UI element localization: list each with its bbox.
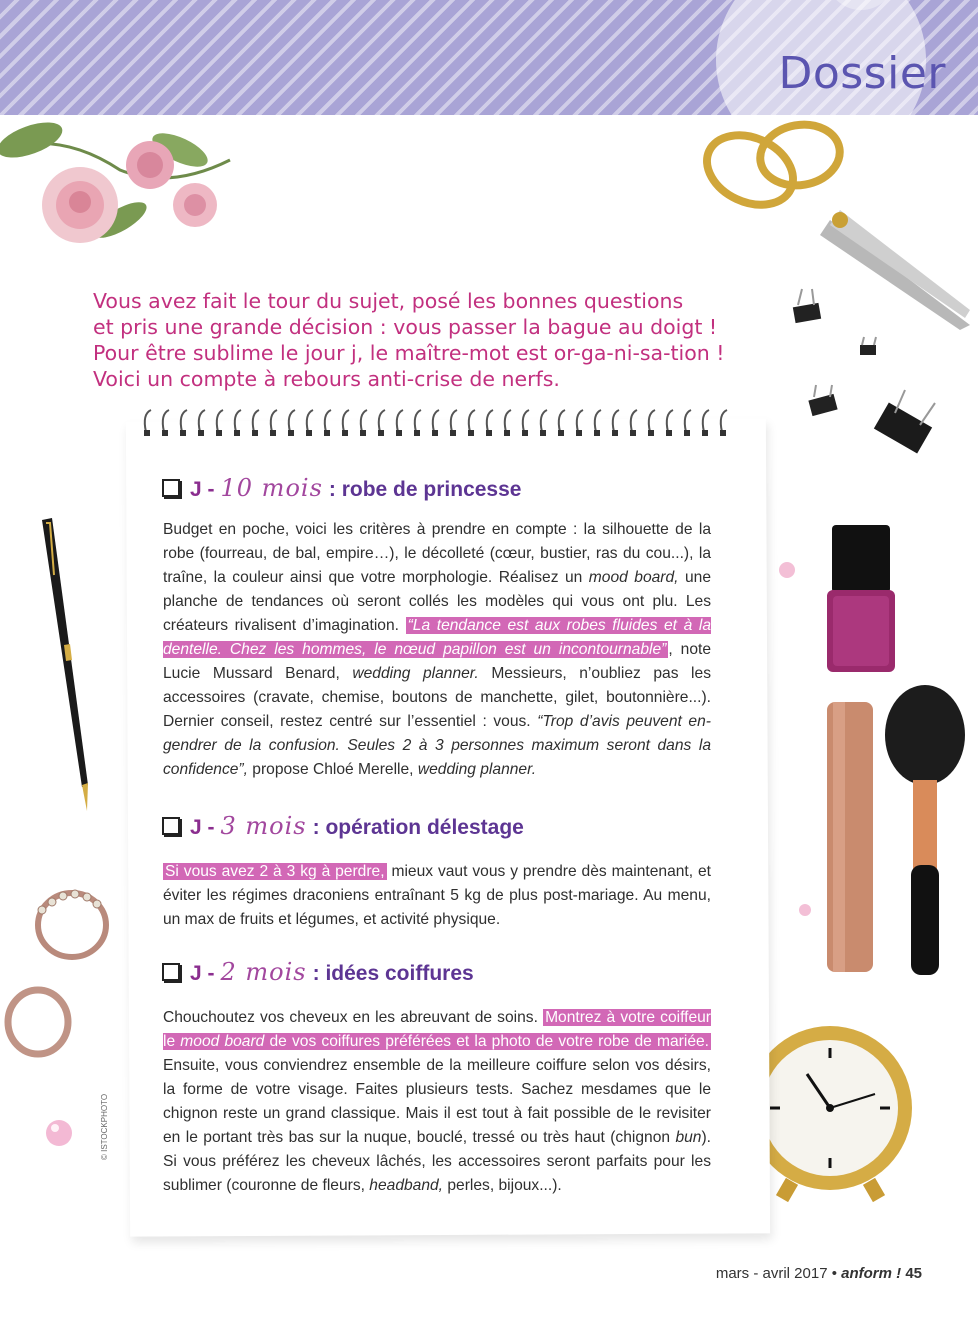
checkbox-icon — [162, 817, 180, 835]
spiral-hole — [378, 430, 384, 436]
spiral-ring — [433, 410, 439, 432]
spiral-hole — [630, 430, 636, 436]
spiral-ring — [145, 410, 151, 432]
spiral-hole — [306, 430, 312, 436]
intro-line: et pris une grande décision : vous passer la bague au doigt ! — [93, 315, 718, 339]
section-title-2-mois: J - 2 mois : idées coiffures — [162, 958, 474, 986]
issue-date: mars - avril 2017 • — [715, 1265, 837, 1282]
section-title-10-mois: J - 10 mois : robe de princesse — [162, 474, 521, 502]
spiral-hole — [270, 430, 276, 436]
spiral-ring — [163, 410, 169, 432]
highlighted-quote: “La tendance est aux robes fluides et à la dentelle. Chez les hommes, le nœud papillon est un incontournable” — [163, 617, 712, 658]
spiral-ring — [181, 410, 187, 432]
highlighted-text: Si vous avez 2 à 3 kg à perdre, — [165, 863, 385, 880]
spiral-ring — [487, 410, 493, 432]
spiral-hole — [162, 430, 168, 436]
spiral-hole — [468, 430, 474, 436]
notebook-spiral — [140, 402, 740, 442]
spiral-ring — [595, 410, 601, 432]
spiral-hole — [234, 430, 240, 436]
section-body-2-mois: Chouchoutez vos cheveux en les abreuvant de soins. Montrez à votre coiffeur le mood board de vos coiffures préférées et la photo de votre robe de mariée. Ensuite, vous conviendrez ensemble de la meilleure coiffure selon vos désirs, la forme de votre visage. Faites plusieurs tests. Sachez mesdames que le chignon reste un grand classique. Mais il est tout à fait possible de le revisiter en le portant très bas sur la nuque, bouclé, tressé ou très haut (chignon bun). Si vous préférez les cheveux lâchés, les accessoires seront parfaits pour les sublimer (couronne de fleurs, headband, perles, bijoux...). — [163, 1009, 711, 1194]
spiral-hole — [144, 430, 150, 436]
spiral-hole — [594, 430, 600, 436]
spiral-ring — [415, 410, 421, 432]
spiral-hole — [432, 430, 438, 436]
section-body-3-mois: Si vous avez 2 à 3 kg à perdre, mieux vaut vous y prendre dès maintenant, et éviter les régimes draconiens entraînant 5 kg de plus post-mariage. Au menu, un max de fruits et légumes, et activité physique. — [163, 863, 711, 928]
spiral-ring — [685, 410, 691, 432]
checkbox-icon — [162, 963, 180, 981]
binder-clips — [780, 285, 978, 465]
spiral-hole — [396, 430, 402, 436]
spiral-ring — [451, 410, 457, 432]
spiral-ring — [379, 410, 385, 432]
spiral-ring — [325, 410, 331, 432]
spiral-hole — [450, 430, 456, 436]
spiral-hole — [558, 430, 564, 436]
spiral-ring — [631, 410, 637, 432]
spiral-hole — [684, 430, 690, 436]
spiral-ring — [397, 410, 403, 432]
spiral-hole — [252, 430, 258, 436]
spiral-hole — [702, 430, 708, 436]
spiral-hole — [720, 430, 726, 436]
spiral-ring — [199, 410, 205, 432]
intro-line: Voici un compte à rebours anti-crise de nerfs. — [93, 367, 560, 391]
highlighted-text: Montrez à votre coiffeur le mood board de vos coiffures préférées et la photo de votre robe de mariée. — [163, 1009, 711, 1050]
intro-paragraph — [93, 288, 783, 392]
pearl-bead — [44, 1118, 74, 1148]
spiral-hole — [522, 430, 528, 436]
spiral-ring — [505, 410, 511, 432]
spiral-ring — [253, 410, 259, 432]
spiral-hole — [180, 430, 186, 436]
spiral-hole — [198, 430, 204, 436]
spiral-hole — [342, 430, 348, 436]
spiral-ring — [523, 410, 529, 432]
section-title-3-mois: J - 3 mois : opération délestage — [162, 812, 524, 840]
checkbox-icon — [162, 479, 180, 497]
spiral-ring — [361, 410, 367, 432]
spiral-ring — [721, 410, 727, 432]
page-number: 45 — [905, 1265, 922, 1282]
spiral-ring — [577, 410, 583, 432]
spiral-ring — [271, 410, 277, 432]
intro-line: Vous avez fait le tour du sujet, posé les bonnes questions — [93, 289, 684, 313]
spiral-ring — [469, 410, 475, 432]
spiral-hole — [504, 430, 510, 436]
section-body-10-mois: Budget en poche, voici les critères à prendre en compte : la silhouette de la robe (fourreau, de bal, empire…), le décolleté (cœur, bustier, ras du cou...), la traîne, la couleur ainsi que votre morphologie. Réalisez un mood board, une planche de tendances où seront collés les modèles qui vous ont plu. Les créateurs rivalisent d’imagination. “La tendance est aux robes fluides et à la dentelle. Chez les hommes, le nœud papillon est un incontournable” , note Lucie Mussard Benard, wedding planner. Messieurs, n’oubliez pas les accessoires (cravate, chemise, boutons de manchette, gilet, boutonnière...). Dernier conseil, restez centré sur l’essentiel : vous. “Trop d’avis peuvent engendrer de la confusion. Seules 2 à 3 personnes maximum seront dans la confidence”, propose Chloé Merelle, wedding planner. — [163, 521, 712, 778]
spiral-hole — [576, 430, 582, 436]
spiral-ring — [541, 410, 547, 432]
spiral-hole — [666, 430, 672, 436]
spiral-ring — [235, 410, 241, 432]
nail-polish-illustration — [775, 520, 895, 675]
page-footer — [716, 1265, 922, 1282]
photo-credit: © ISTOCKPHOTO — [100, 1093, 109, 1160]
intro-line: Pour être sublime le jour j, le maître-mot est or-ga-ni-sa-tion ! — [93, 341, 725, 365]
spiral-hole — [540, 430, 546, 436]
spiral-ring — [613, 410, 619, 432]
spiral-hole — [486, 430, 492, 436]
pen-illustration — [30, 515, 100, 815]
spiral-hole — [414, 430, 420, 436]
spiral-ring — [217, 410, 223, 432]
spiral-hole — [216, 430, 222, 436]
makeup-brushes-illustration — [795, 680, 978, 1000]
spiral-hole — [288, 430, 294, 436]
spiral-ring — [307, 410, 313, 432]
spiral-hole — [324, 430, 330, 436]
spiral-ring — [667, 410, 673, 432]
spiral-hole — [360, 430, 366, 436]
spiral-ring — [649, 410, 655, 432]
section-label: Dossier — [778, 48, 946, 99]
spiral-ring — [703, 410, 709, 432]
magazine-name: anform ! — [841, 1265, 902, 1282]
roses-illustration — [0, 110, 270, 260]
spiral-hole — [612, 430, 618, 436]
spiral-hole — [648, 430, 654, 436]
spiral-ring — [343, 410, 349, 432]
rings-illustration — [0, 880, 120, 1060]
spiral-ring — [559, 410, 565, 432]
spiral-ring — [289, 410, 295, 432]
